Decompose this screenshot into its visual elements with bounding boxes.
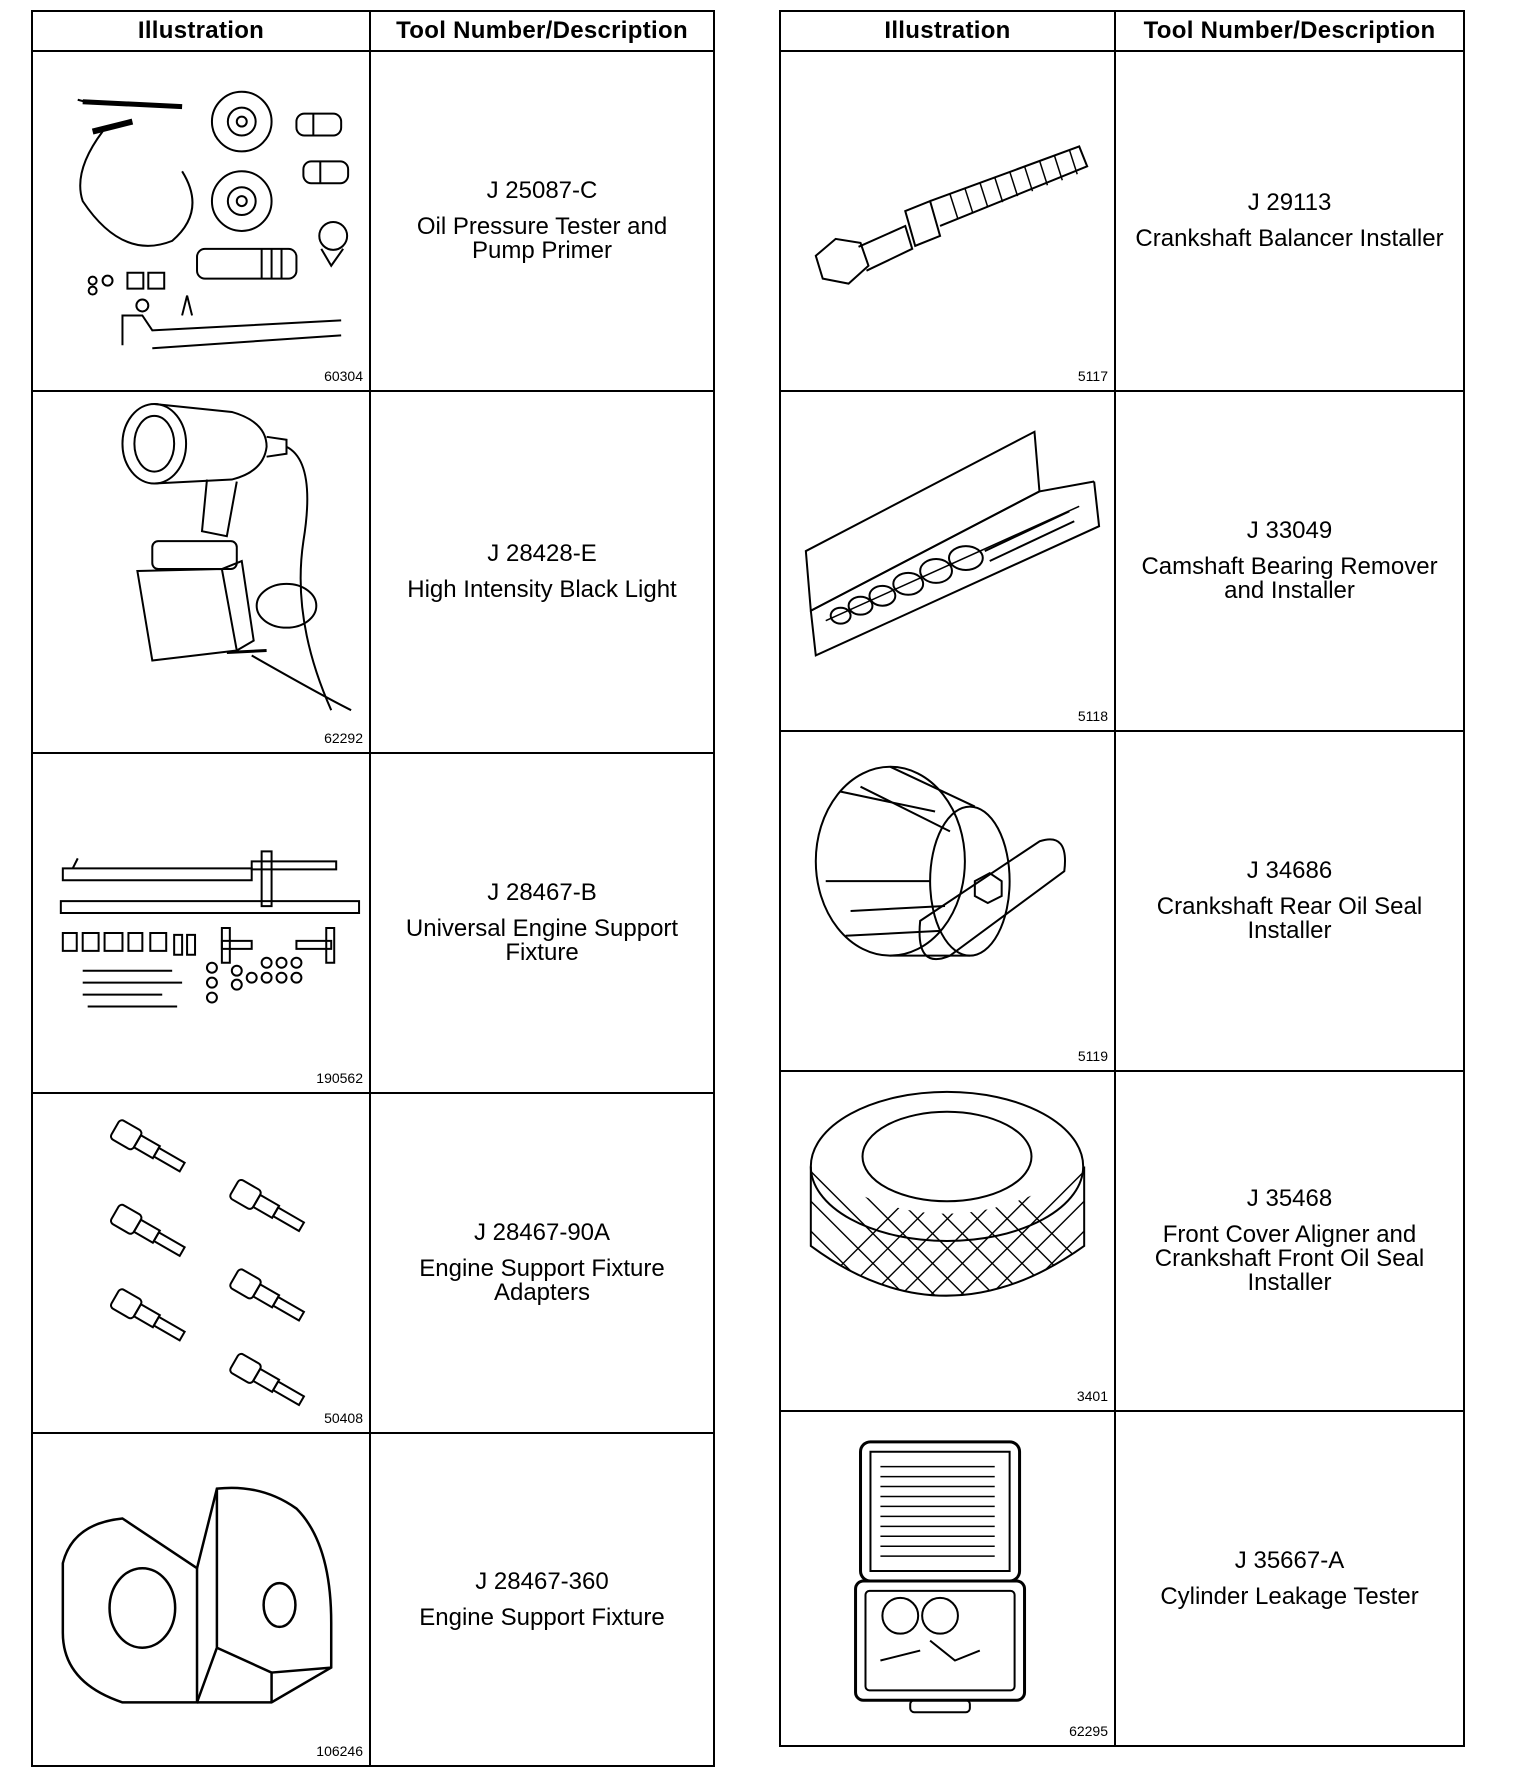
table-header-row: [780, 11, 1464, 51]
table-row: [780, 391, 1464, 731]
header-illustration: Illustration: [32, 11, 370, 51]
table-row: [32, 1433, 714, 1766]
threaded-bolt-icon: [781, 52, 1114, 390]
tool-number: J 34686: [1246, 857, 1333, 884]
illustration-ref-number: 5119: [1077, 1048, 1108, 1064]
tool-number: J 35468: [1246, 1185, 1333, 1212]
tool-description: Cylinder Leakage Tester: [1160, 1582, 1419, 1610]
header-tool: Tool Number/Description: [1115, 11, 1464, 51]
tool-description-cell: [1115, 51, 1464, 391]
tool-description-cell: [370, 51, 714, 391]
table-row: [32, 1093, 714, 1433]
tool-description: Crankshaft Rear Oil Seal Installer: [1156, 893, 1423, 944]
tool-number: J 33049: [1246, 517, 1333, 544]
header-tool: Tool Number/Description: [370, 11, 714, 51]
illustration-ref-number: 62292: [324, 730, 363, 746]
illustration-cell: [780, 731, 1115, 1071]
tool-number: J 28467-360: [475, 1567, 609, 1595]
black-light-icon: [33, 392, 369, 752]
angle-bracket-icon: [33, 1434, 369, 1765]
tool-description-cell: [370, 391, 714, 753]
leakage-tester-case-icon: [781, 1412, 1114, 1745]
illustration-ref-number: 5117: [1077, 368, 1108, 384]
tool-description-cell: [1115, 731, 1464, 1071]
tool-description-cell: [370, 1093, 714, 1433]
tool-description: Oil Pressure Tester and Pump Primer: [416, 213, 668, 264]
bearing-kit-case-icon: [781, 392, 1114, 730]
illustration-cell: [780, 1071, 1115, 1411]
table-header-row: [32, 11, 714, 51]
tool-description: Camshaft Bearing Remover and Installer: [1141, 553, 1438, 604]
tool-number: J 25087-C: [486, 177, 598, 204]
illustration-ref-number: 60304: [324, 368, 363, 384]
tool-number: J 28467-B: [487, 879, 597, 906]
illustration-ref-number: 62295: [1069, 1723, 1108, 1739]
tool-description: Crankshaft Balancer Installer: [1135, 225, 1444, 252]
tool-table-left: [31, 10, 715, 1767]
illustration-ref-number: 190562: [316, 1070, 363, 1086]
table-row: [32, 391, 714, 753]
illustration-ref-number: 5118: [1077, 708, 1108, 724]
illustration-ref-number: 50408: [324, 1410, 363, 1426]
tool-table-right: [779, 10, 1465, 1747]
table-row: [32, 753, 714, 1093]
tool-description: Front Cover Aligner and Crankshaft Front Oil Seal Installer: [1154, 1221, 1425, 1296]
illustration-ref-number: 3401: [1076, 1388, 1108, 1404]
tool-number: J 29113: [1247, 189, 1332, 216]
tool-description: Universal Engine Support Fixture: [405, 915, 679, 966]
illustration-cell: [32, 51, 370, 391]
tool-description-cell: [370, 1433, 714, 1766]
illustration-cell: [32, 753, 370, 1093]
oil-pressure-tester-icon: [33, 52, 369, 390]
illustration-cell: [32, 1093, 370, 1433]
table-row: [780, 1411, 1464, 1746]
knurled-aligner-icon: [781, 1072, 1114, 1410]
tool-number: J 35667-A: [1234, 1546, 1345, 1574]
illustration-cell: [780, 51, 1115, 391]
tool-description-cell: [1115, 1411, 1464, 1746]
engine-support-fixture-kit-icon: [33, 754, 369, 1092]
seal-installer-icon: [781, 732, 1114, 1070]
illustration-cell: [32, 391, 370, 753]
header-illustration: Illustration: [780, 11, 1115, 51]
table-row: [32, 51, 714, 391]
illustration-ref-number: 106246: [316, 1743, 363, 1759]
tool-description: Engine Support Fixture: [419, 1603, 665, 1631]
table-row: [780, 731, 1464, 1071]
illustration-cell: [780, 1411, 1115, 1746]
table-row: [780, 1071, 1464, 1411]
tool-description: High Intensity Black Light: [407, 576, 677, 603]
illustration-cell: [780, 391, 1115, 731]
tool-description-cell: [1115, 1071, 1464, 1411]
tool-description-cell: [370, 753, 714, 1093]
tool-description-cell: [1115, 391, 1464, 731]
tool-description: Engine Support Fixture Adapters: [419, 1255, 665, 1306]
illustration-cell: [32, 1433, 370, 1766]
fixture-adapters-icon: [33, 1094, 369, 1432]
tool-number: J 28467-90A: [473, 1219, 611, 1246]
tool-number: J 28428-E: [487, 540, 597, 567]
table-row: [780, 51, 1464, 391]
